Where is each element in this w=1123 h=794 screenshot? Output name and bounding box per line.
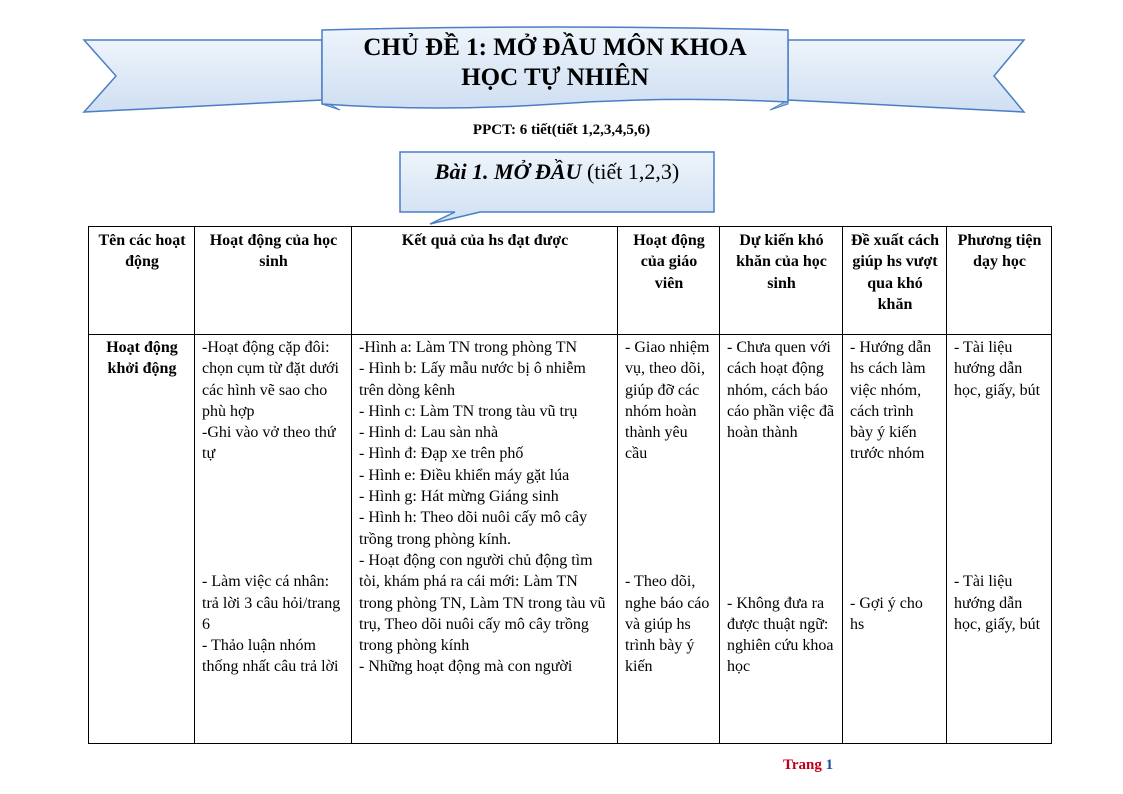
help-cell [843, 335, 947, 744]
teacher-activity-line: - Giao nhiệm vụ, theo dõi, giúp đỡ các nhóm hoàn thành yêu cầu [625, 339, 710, 463]
page-number: 1 [825, 757, 834, 773]
result-line: - Hình b: Lấy mẫu nước bị ô nhiễm trên dòng kênh [359, 360, 586, 399]
result-line: - Hoạt động con người chủ động tìm tòi, khám phá ra cái mới: Làm TN trong phòng TN, Làm TN trong tàu vũ trụ, Theo dõi nuôi cấy mô cây trồng trong phòng kính [359, 551, 606, 655]
topic-title-line2: HỌC TỰ NHIÊN [461, 64, 649, 91]
col-header-student-activity: Hoạt động của học sinh [195, 227, 352, 335]
lesson-plan-table [88, 226, 1052, 744]
lesson-periods: (tiết 1,2,3) [581, 159, 680, 184]
col-header-materials: Phương tiện dạy học [947, 227, 1052, 335]
result-line: - Hình c: Làm TN trong tàu vũ trụ [359, 402, 578, 420]
student-activity-line: - Làm việc cá nhân: trả lời 3 câu hỏi/trang 6 [202, 573, 341, 633]
results-cell [352, 335, 618, 744]
page-footer [783, 757, 833, 774]
difficulty-line: - Chưa quen với cách hoạt động nhóm, cách báo cáo phần việc đã hoàn thành [727, 339, 835, 442]
col-header-results: Kết quả của hs đạt được [352, 227, 618, 335]
lesson-title [400, 158, 714, 186]
student-activity-cell [195, 335, 352, 744]
student-activity-line: -Ghi vào vở theo thứ tự [202, 424, 336, 463]
result-line: - Hình h: Theo dõi nuôi cấy mô cây trồng trong phòng kính. [359, 509, 588, 548]
materials-line: - Tài liệu hướng dẫn học, giấy, bút [954, 339, 1041, 399]
lesson-title-bold: Bài 1. MỞ ĐẦU [434, 159, 582, 184]
col-header-teacher-activity: Hoạt động của giáo viên [618, 227, 720, 335]
col-header-help: Đề xuất cách giúp hs vượt qua khó khăn [843, 227, 947, 335]
teacher-activity-cell [618, 335, 720, 744]
difficulty-cell [720, 335, 843, 744]
result-line: - Hình d: Lau sàn nhà [359, 424, 499, 442]
result-line: -Hình a: Làm TN trong phòng TN [359, 339, 578, 356]
page-label: Trang [783, 757, 822, 773]
result-line: - Những hoạt động mà con người [359, 658, 573, 676]
student-activity-line: -Hoạt động cặp đôi: chọn cụm từ đặt dưới các hình vẽ sao cho phù hợp [202, 339, 339, 420]
topic-title [322, 33, 788, 93]
result-line: - Hình e: Điều khiển máy gặt lúa [359, 466, 570, 484]
col-header-activity-name: Tên các hoạt động [89, 227, 195, 335]
teacher-activity-line: - Theo dõi, nghe báo cáo và giúp hs trình bày ý kiến [625, 573, 710, 676]
table-row [89, 335, 1052, 744]
result-line: - Hình đ: Đạp xe trên phố [359, 445, 524, 463]
student-activity-line: - Thảo luận nhóm thống nhất câu trả lời [202, 637, 339, 676]
topic-title-line1: CHỦ ĐỀ 1: MỞ ĐẦU MÔN KHOA [363, 34, 747, 61]
difficulty-line: - Không đưa ra được thuật ngữ: nghiên cứu khoa học [727, 594, 834, 676]
materials-line: - Tài liệu hướng dẫn học, giấy, bút [954, 573, 1041, 633]
result-line: - Hình g: Hát mừng Giáng sinh [359, 488, 559, 506]
help-line: - Hướng dẫn hs cách làm việc nhóm, cách trình bày ý kiến trước nhóm [850, 339, 932, 463]
ppct-info: PPCT: 6 tiết(tiết 1,2,3,4,5,6) [472, 122, 651, 138]
help-line: - Gợi ý cho hs [850, 594, 923, 633]
materials-cell [947, 335, 1052, 744]
activity-name-cell: Hoạt động khởi động [89, 335, 195, 744]
col-header-difficulties: Dự kiến khó khăn của học sinh [720, 227, 843, 335]
table-header-row [89, 227, 1052, 335]
